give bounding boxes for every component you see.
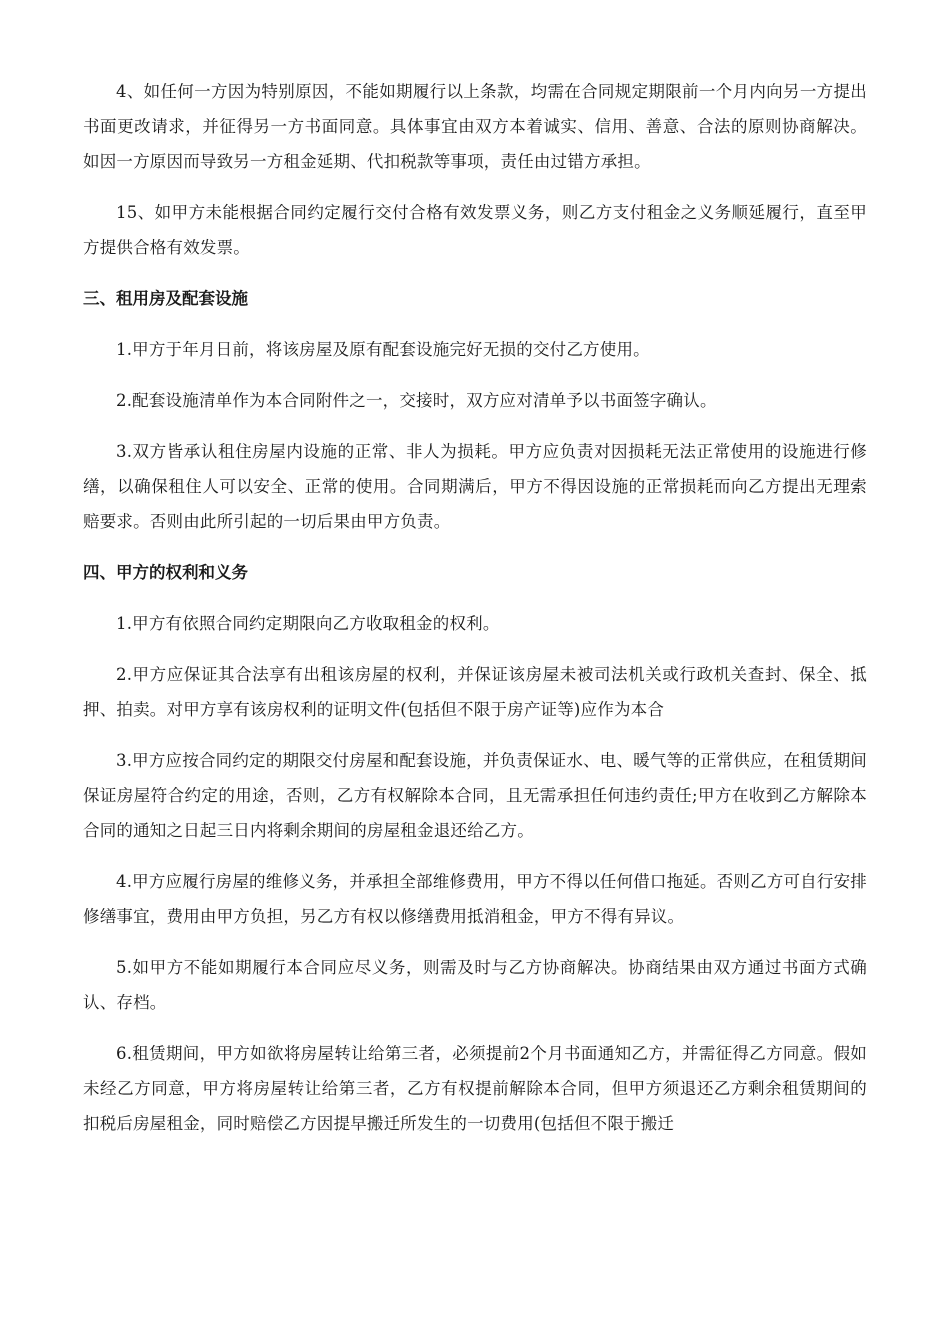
- paragraph-3-3: 3.双方皆承认租住房屋内设施的正常、非人为损耗。甲方应负责对因损耗无法正常使用的设施进行修缮，以确保租住人可以安全、正常的使用。合同期满后，甲方不得因设施的正常损耗而向乙方提出无理索赔要求。否则由此所引起的一切后果由甲方负责。: [83, 442, 867, 531]
- section-heading-4: 四、甲方的权利和义务: [83, 563, 248, 582]
- paragraph-4-5: 5.如甲方不能如期履行本合同应尽义务，则需及时与乙方协商解决。协商结果由双方通过书面方式确认、存档。: [83, 958, 867, 1012]
- paragraph-clause-15: 15、如甲方未能根据合同约定履行交付合格有效发票义务，则乙方支付租金之义务顺延履行，直至甲方提供合格有效发票。: [83, 203, 867, 257]
- paragraph-3-2: 2.配套设施清单作为本合同附件之一，交接时，双方应对清单予以书面签字确认。: [116, 391, 717, 410]
- paragraph-4-6: 6.租赁期间，甲方如欲将房屋转让给第三者，必须提前2个月书面通知乙方，并需征得乙方同意。假如未经乙方同意，甲方将房屋转让给第三者，乙方有权提前解除本合同，但甲方须退还乙方剩余租赁期间的扣税后房屋租金，同时赔偿乙方因提早搬迁所发生的一切费用(包括但不限于搬迁: [83, 1044, 867, 1133]
- document-page: [83, 74, 867, 1157]
- paragraph-4-1: 1.甲方有依照合同约定期限向乙方收取租金的权利。: [116, 614, 500, 633]
- paragraph-4-3: 3.甲方应按合同约定的期限交付房屋和配套设施，并负责保证水、电、暖气等的正常供应，在租赁期间保证房屋符合约定的用途，否则，乙方有权解除本合同，且无需承担任何违约责任;甲方在收到乙方解除本合同的通知之日起三日内将剩余期间的房屋租金退还给乙方。: [83, 751, 867, 840]
- paragraph-clause-4: 4、如任何一方因为特别原因，不能如期履行以上条款，均需在合同规定期限前一个月内向另一方提出书面更改请求，并征得另一方书面同意。具体事宜由双方本着诚实、信用、善意、合法的原则协商解决。如因一方原因而导致另一方租金延期、代扣税款等事项，责任由过错方承担。: [83, 82, 867, 171]
- paragraph-4-2: 2.甲方应保证其合法享有出租该房屋的权利，并保证该房屋未被司法机关或行政机关查封、保全、抵押、拍卖。对甲方享有该房权利的证明文件(包括但不限于房产证等)应作为本合: [83, 665, 867, 719]
- paragraph-3-1: 1.甲方于年月日前，将该房屋及原有配套设施完好无损的交付乙方使用。: [116, 340, 650, 359]
- paragraph-4-4: 4.甲方应履行房屋的维修义务，并承担全部维修费用，甲方不得以任何借口拖延。否则乙方可自行安排修缮事宜，费用由甲方负担，另乙方有权以修缮费用抵消租金，甲方不得有异议。: [83, 872, 867, 926]
- section-heading-3: 三、租用房及配套设施: [83, 289, 248, 308]
